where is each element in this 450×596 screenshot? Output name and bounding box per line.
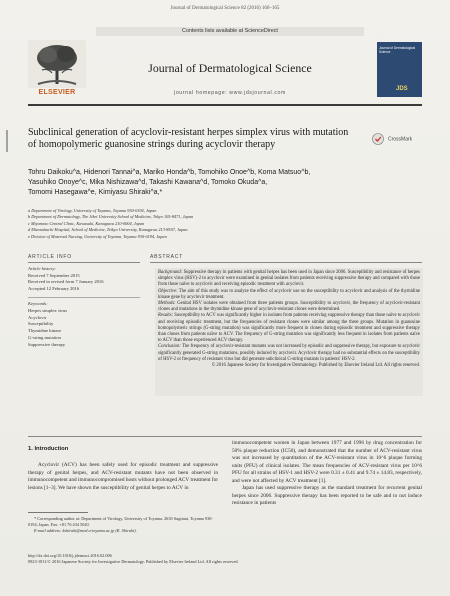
article-info-heading: ARTICLE INFO	[28, 254, 72, 260]
doi-link[interactable]: http://dx.doi.org/10.1016/j.jdermsci.2016.02.006	[28, 553, 112, 558]
journal-title: Journal of Dermatological Science	[148, 61, 312, 75]
elsevier-tree-logo	[28, 40, 86, 88]
sciencedirect-banner[interactable]: Contents lists available at ScienceDirect	[96, 27, 364, 36]
abstract-copyright: © 2016 Japanese Society for Investigative Dermatology. Published by Elsevier Ireland Ltd. All rights reserved.	[211, 363, 420, 369]
article-info-rule	[28, 262, 140, 263]
author-email[interactable]: E-mail address: kshiraki@med.u-toyama.ac.jp (K. Shiraki).	[34, 528, 137, 533]
history-label: Article history:	[28, 266, 56, 271]
crossmark-label: CrossMark	[388, 136, 413, 143]
abstract-results-label: Results:	[158, 313, 174, 319]
abstract-body	[158, 270, 420, 369]
scan-mark	[6, 130, 8, 152]
header-divider	[28, 104, 422, 106]
rights-statement: 0923-1811/© 2016 Japanese Society for Investigative Dermatology. Published by Elsevier Ireland Ltd. All rights reserved.	[28, 559, 239, 564]
abstract-results-text: Susceptibility to ACV was significantly higher in isolates from patients receiving suppressive therapy than those naïve to acyclovir and receiving episodic treatment, but the frequencies of resistant clones were similar among the three groups. Mutation in guanosine homopolymeric strings (G-string mutation) was significantly more frequent in clones during episodic treatment and suppressive therapy than clones from patients naïve to ACV. The frequency of G-string mutation was significantly less frequent in isolates from patients naïve to ACV than those experienced ACV therapy.	[158, 313, 420, 344]
keyword: Suppressive therapy	[28, 341, 66, 347]
history-received: Received 7 September 2015	[28, 272, 80, 278]
abstract-heading: ABSTRACT	[150, 254, 184, 260]
keyword: Susceptibility	[28, 321, 54, 327]
abstract-objective-label: Objective:	[158, 288, 178, 294]
history-accepted: Accepted 12 February 2016	[28, 285, 80, 291]
intro-paragraph: Acyclovir (ACV) has been safely used for episodic treatment and suppressive therapy of genital herpes, and ACV-resistant mutants have not been observed in immunocompetent and immunocompromised hosts without prolonged ACV treatment for lesions [1–3]. We have shown the susceptibility of genital herpes to ACV in	[28, 462, 218, 491]
keywords-rule	[28, 297, 140, 298]
footnote-rule	[28, 512, 88, 513]
abstract-conclusion-text: The frequency of acyclovir-resistant mutants was not increased by episodic and suppressive therapy, but exposure to acyclovir significantly generated G-string mutations, possibly induced by acyclovir. Acyclovir therapy had no substantial effects on the susceptibility of HSV-2 or frequency of resistant virus but did generate subclinical G-string mutants in patients' HSV-2.	[158, 344, 420, 362]
affiliation-d: d Mizonokuchi Hospital, School of Medicine, Teikyo University, Kanagawa 213-8507, Japan	[28, 227, 188, 233]
abstract-methods-label: Methods:	[158, 301, 176, 307]
crossmark-badge[interactable]	[372, 130, 422, 142]
article-history	[28, 266, 140, 292]
abstract-rule	[150, 262, 422, 263]
right-column	[232, 440, 422, 508]
keyword: Herpes simplex virus	[28, 307, 68, 313]
history-revised: Received in revised form 7 January 2016	[28, 279, 104, 285]
abstract-background-label: Background:	[158, 270, 183, 275]
keyword: G-string mutation	[28, 334, 61, 340]
article-title: Subclinical generation of acyclovir-resistant herpes simplex virus with mutation of homopolymeric guanosine strings during acyclovir therapy	[28, 127, 349, 150]
authors-line-3: Tomomi Hasegawa^e, Kimiyasu Shiraki^a,*	[28, 189, 163, 196]
abstract-objective-text: The aim of this study was to analyze the effect of acyclovir use on the susceptibility to acyclovir and analysis of the thymidine kinase gene by acyclovir treatment.	[158, 288, 420, 300]
crossmark-icon	[372, 133, 384, 145]
abstract-methods-text: Genital HSV isolates were obtained from three patients groups. Susceptibility to acyclovir, the frequency of acyclovir-resistant clones and mutations in the thymidine kinase gene of acyclovir-resistant clones were determined.	[158, 301, 420, 313]
affiliation-c: c Miyamoto Central Clinic, Kawasaki, Kanagawa 210-0004, Japan	[28, 220, 145, 226]
keyword: Thymidine kinase	[28, 328, 62, 334]
doi-block	[28, 553, 422, 565]
elsevier-wordmark: ELSEVIER	[38, 89, 76, 96]
section-heading-introduction: 1. Introduction	[28, 446, 69, 452]
affiliation-b: b Department of Dermatology, The Jikei University School of Medicine, Tokyo 105-8471, Japan	[28, 214, 194, 220]
right-paragraph-2: Japan has used suppressive therapy as the standard treatment for recurrent genital herpes since 2006. Suppressive therapy has been reported to be safe and to not induce resistance in patients	[232, 485, 422, 506]
affiliation-a: a Department of Virology, University of Toyama, Toyama 930-0194, Japan	[28, 208, 157, 213]
abstract-background-text: Suppressive therapy in patients with genital herpes has been used in Japan since 2006. Susceptibility and resistance of herpes simplex virus (HSV)-2 to acyclovir were examined in genital isolates from patients receiving suppressive therapy and compared with those from those naïve to acyclovir and receiving episodic treatment with acyclovir.	[158, 270, 420, 288]
cover-badge: JDS	[396, 86, 408, 92]
authors-line-1: Tohru Daikoku^a, Hidenori Tannai^a, Mariko Honda^b, Tomohiko Onoe^b, Koma Matsuo^b,	[28, 169, 311, 176]
abstract-conclusion-label: Conclusion:	[158, 344, 181, 350]
footnote	[28, 516, 218, 534]
keyword: Acyclovir	[28, 314, 47, 320]
authors-line-2: Yasuhiko Onoye^c, Mika Nishizawa^d, Takashi Kawana^d, Tomoko Okuda^a,	[28, 179, 268, 186]
journal-citation: Journal of Dermatological Science 82 (2016) 160–165	[170, 6, 280, 11]
cover-title: Journal of Dermatological Science	[379, 46, 416, 54]
journal-homepage-link[interactable]: journal homepage: www.jdsjournal.com	[174, 90, 286, 96]
keywords-label: Keywords:	[28, 301, 48, 306]
keywords	[28, 301, 140, 349]
body-divider	[28, 436, 422, 437]
corresponding-author: * Corresponding author at: Department of Virology, University of Toyama, 2630 Sugitani, Toyama 930-0194, Japan. Fax: +81 76 434 5020.	[28, 516, 213, 527]
affiliations	[28, 208, 422, 240]
right-paragraph-1: immunocompetent women in Japan between 1977 and 1996 by drug concentration for 50% plaque reduction (IC50), and demonstrated that the number of ACV-resistant virus was not increased by quantitation of the ACV-resistant virus in 10^6 plaque forming units (PFU) of clinical isolates. The mean frequencies of ACV-resistant virus per 10^6 PFU for all strains of HSV-1 and HSV-2 were 0.31 ± 0.41 and 9.74 ± 14.83, respectively, and were not affected by ACV treatment [1].	[232, 440, 422, 484]
affiliation-e: e Division of Maternal Nursing, University of Toyama, Toyama 930-0194, Japan	[28, 233, 167, 239]
author-list	[28, 168, 422, 198]
